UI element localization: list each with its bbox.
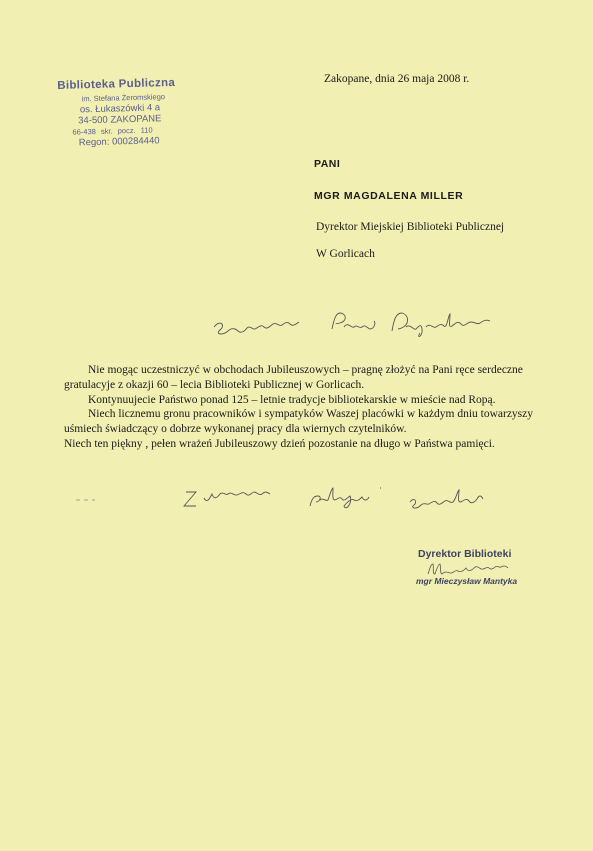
body-paragraph: Kontynuujecie Państwo ponad 125 – letnie tradycje bibliotekarskie w mieście nad Ropą. bbox=[88, 393, 496, 406]
director-signature-stamp bbox=[400, 548, 550, 586]
recipient-city: W Gorlicach bbox=[316, 248, 375, 260]
recipient-title: PANI bbox=[314, 158, 341, 170]
stamp-line-regon: Regon: 000284440 bbox=[78, 135, 160, 149]
stamp-line-patron: im. Stefana Żeromskiego bbox=[81, 92, 166, 104]
signature-name: mgr Mieczysław Mantyka bbox=[416, 576, 518, 586]
body-paragraph: Niech licznemu gronu pracowników i sympatyków Waszej placówki w każdym dniu towarzyszy uśmiech świadczący o dobrze wykonanej pracy dla wiernych czytelników. bbox=[64, 408, 534, 436]
stamp-line-library: Biblioteka Publiczna bbox=[57, 76, 176, 92]
stamp-line-city: 34-500 ZAKOPANE bbox=[78, 113, 162, 127]
handwritten-closing bbox=[70, 480, 530, 515]
body-paragraph: Niech ten piękny , pełen wrażeń Jubileuszowy dzień pozostanie na długo w Państwa pamięci. bbox=[64, 437, 495, 450]
body-paragraph: Nie mogąc uczestniczyć w obchodach Jubileuszowych – pragnę złożyć na Pani ręce serdeczne gratulacyje z okazji 60 – lecia Biblioteki Publicznej w Gorlicach. bbox=[64, 364, 523, 391]
letter-date: Zakopane, dnia 26 maja 2008 r. bbox=[324, 73, 470, 85]
handwritten-salutation bbox=[210, 305, 515, 337]
recipient-position: Dyrektor Miejskiej Biblioteki Publicznej bbox=[316, 221, 505, 233]
letter-body bbox=[64, 363, 542, 452]
recipient-name: MGR MAGDALENA MILLER bbox=[314, 190, 464, 202]
signature-title: Dyrektor Biblioteki bbox=[418, 548, 512, 560]
stamp-line-phone: 66-438 skr. pocz. 110 bbox=[72, 125, 153, 137]
library-stamp bbox=[57, 76, 209, 149]
stamp-line-street: os. Łukaszówki 4 a bbox=[79, 102, 161, 116]
